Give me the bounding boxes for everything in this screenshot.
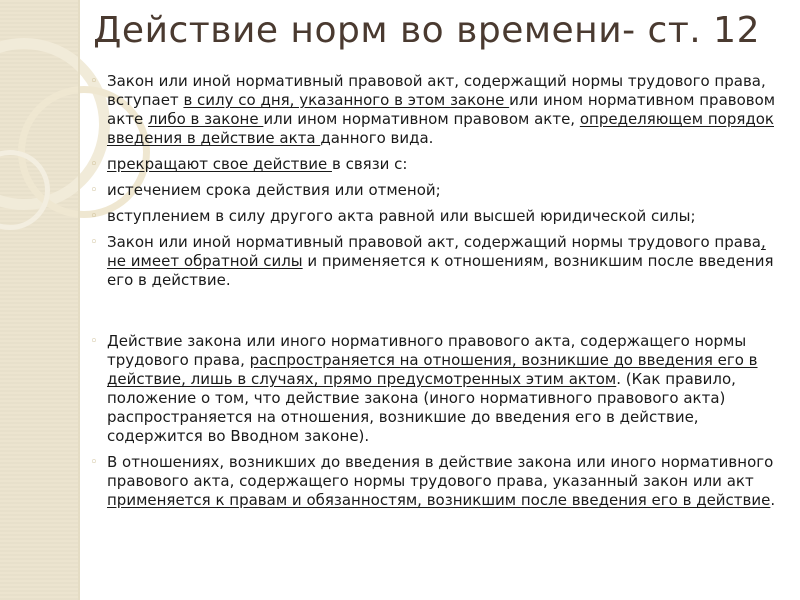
bullet-icon: ◦ [90, 455, 98, 470]
slide-title: Действие норм во времени- ст. 12 [93, 10, 760, 51]
underlined-text: , не имеет обратной силы [107, 233, 766, 270]
list-item [88, 72, 778, 148]
underlined-text: определяющем порядок введения в действие акта [107, 110, 774, 147]
list-item [88, 181, 778, 200]
text-segment: . [770, 491, 776, 509]
text-segment: Закон или иной нормативный правовой акт, содержащий нормы трудового права, вступает [107, 72, 766, 109]
list-item [88, 155, 778, 174]
text-segment: вступлением в силу другого акта равной или высшей юридической силы; [107, 207, 696, 225]
text-segment: или ином нормативном правовом акте, [263, 110, 580, 128]
text-segment: . (Как правило, положение о том, что действие закона (иного нормативного правового акта) распространяется на отношения, возникшие до введения его в действие, содержится во Вводном законе). [107, 370, 736, 445]
slide-body [88, 72, 778, 517]
list-item [88, 233, 778, 290]
text-segment: В отношениях, возникших до введения в действие закона или иного нормативного правового акта, содержащего нормы трудового права, указанный закон или акт [107, 453, 774, 490]
bullet-icon: ◦ [90, 183, 98, 198]
bullet-list [88, 72, 778, 510]
text-segment: в связи с: [331, 155, 408, 173]
list-item [88, 207, 778, 226]
text-segment: или ином нормативном правовом акте [107, 91, 776, 128]
bullet-icon: ◦ [90, 157, 98, 172]
underlined-text: применяется к правам и обязанностям, возникшим после введения его в действие [107, 491, 771, 509]
text-segment: и применяется к отношениям, возникшим после введения его в действие. [107, 252, 774, 289]
list-spacer [88, 297, 778, 325]
text-segment: данного вида. [320, 129, 434, 147]
bullet-icon: ◦ [90, 235, 98, 250]
underlined-text: либо в законе [148, 110, 264, 128]
text-segment: Закон или иной нормативный правовой акт, содержащий нормы трудового права [107, 233, 761, 251]
underlined-text: распространяется на отношения, возникшие до введения его в действие, лишь в случаях, прямо предусмотренных этим актом [107, 351, 758, 388]
underlined-text: прекращают свое действие [107, 155, 332, 173]
text-segment: Действие закона или иного нормативного правового акта, содержащего нормы трудового права, [107, 332, 747, 369]
text-segment: истечением срока действия или отменой; [107, 181, 441, 199]
bullet-icon: ◦ [90, 209, 98, 224]
underlined-text: в силу со дня, указанного в этом законе [183, 91, 510, 109]
bullet-icon: ◦ [90, 334, 98, 349]
decorative-side-band [0, 0, 80, 600]
bullet-icon: ◦ [90, 74, 98, 89]
list-item [88, 453, 778, 510]
list-item [88, 332, 778, 446]
